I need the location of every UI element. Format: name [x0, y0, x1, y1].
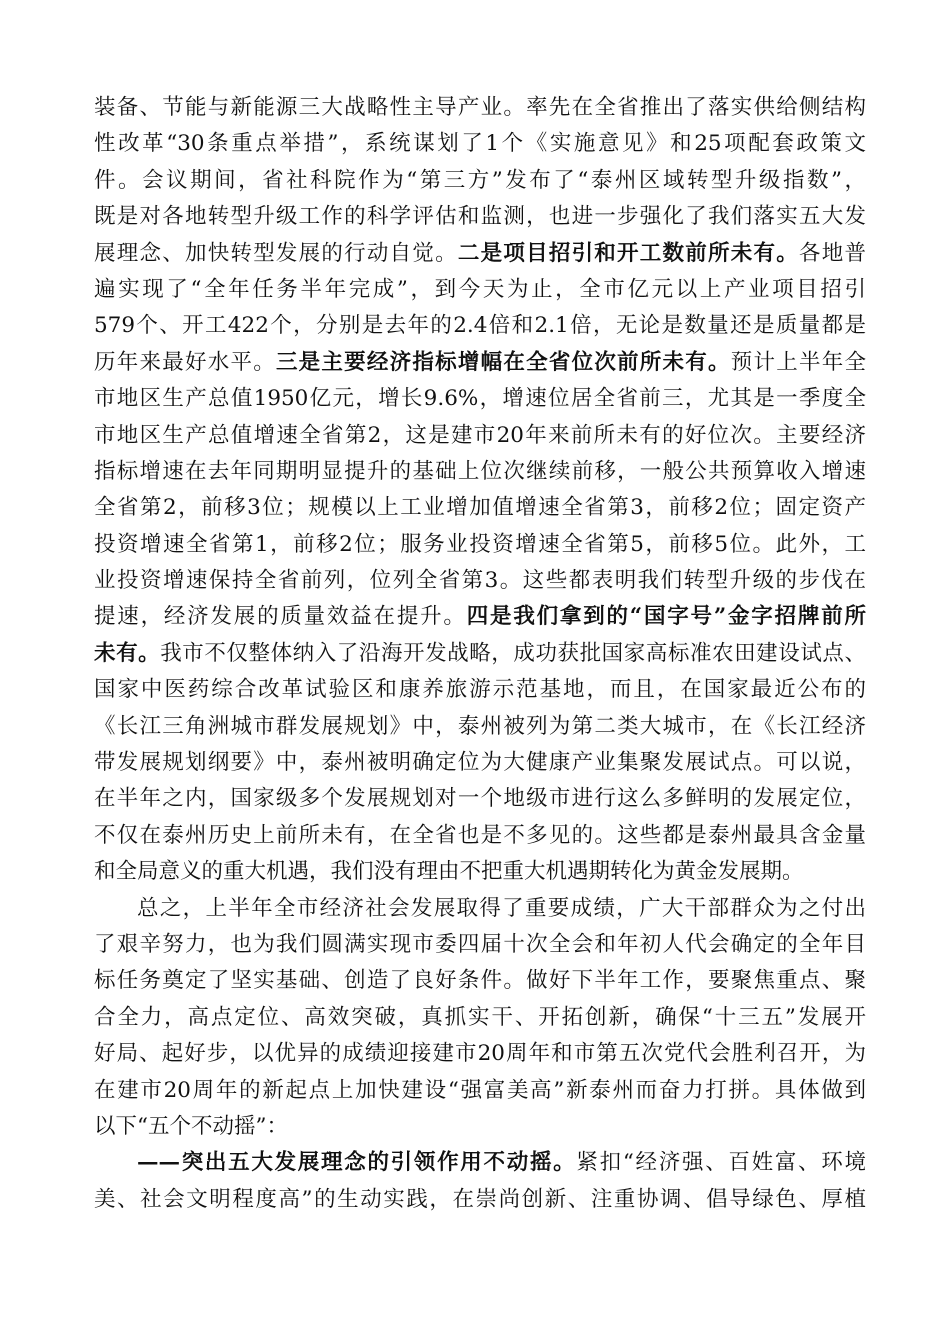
- text-segment: 我市不仅整体纳入了沿海开发战略，成功获批国家高标准农田建设试点、: [160, 640, 866, 666]
- text-line: [94, 927, 866, 963]
- text-segment: 市地区生产总值1950亿元，增长9.6%，增速位居全省前三，尤其是一季度全: [94, 386, 866, 412]
- text-segment: 和全局意义的重大机遇，我们没有理由不把重大机遇期转化为黄金发展期。: [94, 859, 804, 885]
- text-line: [94, 854, 866, 890]
- text-line: [94, 236, 866, 272]
- text-segment: 合全力，高点定位、高效突破，真抓实干、开拓创新，确保“十三五”发展开: [94, 1004, 866, 1030]
- text-line: [94, 818, 866, 854]
- text-segment: 全省第2，前移3位；规模以上工业增加值增速全省第3，前移2位；固定资产: [94, 495, 866, 521]
- text-segment: 提速，经济发展的质量效益在提升。: [94, 604, 467, 630]
- text-segment: 既是对各地转型升级工作的科学评估和监测，也进一步强化了我们落实五大发: [94, 204, 866, 230]
- text-line: [94, 126, 866, 162]
- text-segment: 件。会议期间，省社科院作为“第三方”发布了“泰州区域转型升级指数”，: [94, 167, 866, 193]
- text-segment: 国家中医药综合改革试验区和康养旅游示范基地，而且，在国家最近公布的: [94, 677, 866, 703]
- text-line: [94, 490, 866, 526]
- text-segment: 预计上半年全: [730, 349, 866, 375]
- bold-text-segment: ——突出五大发展理念的引领作用不动摇。: [137, 1150, 577, 1176]
- text-segment: 紧扣“经济强、百姓富、环境: [576, 1150, 866, 1176]
- text-segment: 指标增速在去年同期明显提升的基础上位次继续前移，一般公共预算收入增速: [94, 458, 866, 484]
- document-body: [94, 90, 866, 1218]
- text-segment: 带发展规划纲要》中，泰州被明确定位为大健康产业集聚发展试点。可以说，: [94, 750, 866, 776]
- text-line: [94, 454, 866, 490]
- text-segment: 标任务奠定了坚实基础、创造了良好条件。做好下半年工作，要聚焦重点、聚: [94, 968, 866, 994]
- text-line: [94, 1000, 866, 1036]
- text-line: [94, 781, 866, 817]
- text-segment: 不仅在泰州历史上前所未有，在全省也是不多见的。这些都是泰州最具含金量: [94, 822, 866, 848]
- text-line: [94, 527, 866, 563]
- text-line: [94, 272, 866, 308]
- text-segment: 了艰辛努力，也为我们圆满实现市委四届十次全会和年初人代会确定的全年目: [94, 931, 866, 957]
- bold-text-segment: 未有。: [94, 640, 161, 666]
- text-line: [94, 963, 866, 999]
- text-line: [94, 1109, 866, 1145]
- text-line: [94, 891, 866, 927]
- text-line: [94, 308, 866, 344]
- text-segment: 展理念、加快转型发展的行动自觉。: [94, 240, 458, 266]
- text-line: [94, 745, 866, 781]
- text-segment: 投资增速全省第1，前移2位；服务业投资增速全省第5，前移5位。此外，工: [94, 531, 866, 557]
- text-line: [94, 599, 866, 635]
- text-segment: 好局、起好步，以优异的成绩迎接建市20周年和市第五次党代会胜利召开，为: [94, 1041, 866, 1067]
- text-line: [94, 418, 866, 454]
- text-segment: 在半年之内，国家级多个发展规划对一个地级市进行这么多鲜明的发展定位，: [94, 786, 866, 812]
- text-line: [94, 381, 866, 417]
- bold-text-segment: 四是我们拿到的“国字号”金字招牌前所: [466, 604, 866, 630]
- bold-text-segment: 三是主要经济指标增幅在全省位次前所未有。: [275, 349, 731, 375]
- text-segment: 业投资增速保持全省前列，位列全省第3。这些都表明我们转型升级的步伐在: [94, 568, 866, 594]
- text-segment: 历年来最好水平。: [94, 349, 276, 375]
- text-line: [94, 709, 866, 745]
- text-line: [94, 1182, 866, 1218]
- bold-text-segment: 二是项目招引和开工数前所未有。: [457, 240, 799, 266]
- text-segment: 装备、节能与新能源三大战略性主导产业。率先在全省推出了落实供给侧结构: [94, 95, 866, 120]
- text-segment: 市地区生产总值增速全省第2，这是建市20年来前所未有的好位次。主要经济: [94, 422, 866, 448]
- text-line: [94, 1145, 866, 1181]
- text-line: [94, 563, 866, 599]
- text-segment: 美、社会文明程度高”的生动实践，在崇尚创新、注重协调、倡导绿色、厚植: [94, 1186, 866, 1212]
- text-segment: 《长江三角洲城市群发展规划》中，泰州被列为第二类大城市，在《长江经济: [94, 713, 866, 739]
- text-segment: 遍实现了“全年任务半年完成”，到今天为止，全市亿元以上产业项目招引: [94, 276, 866, 302]
- text-segment: 各地普: [798, 240, 866, 266]
- text-segment: 总之，上半年全市经济社会发展取得了重要成绩，广大干部群众为之付出: [137, 895, 866, 921]
- text-segment: 性改革“30条重点举措”，系统谋划了1个《实施意见》和25项配套政策文: [94, 131, 866, 157]
- text-line: [94, 163, 866, 199]
- text-segment: 在建市20周年的新起点上加快建设“强富美高”新泰州而奋力打拼。具体做到: [94, 1077, 866, 1103]
- text-line: [94, 345, 866, 381]
- text-segment: 以下“五个不动摇”：: [94, 1113, 288, 1139]
- text-line: [94, 90, 866, 126]
- text-line: [94, 672, 866, 708]
- text-line: [94, 1036, 866, 1072]
- text-line: [94, 1073, 866, 1109]
- text-line: [94, 636, 866, 672]
- text-line: [94, 199, 866, 235]
- text-segment: 579个、开工422个，分别是去年的2.4倍和2.1倍，无论是数量还是质量都是: [94, 313, 866, 339]
